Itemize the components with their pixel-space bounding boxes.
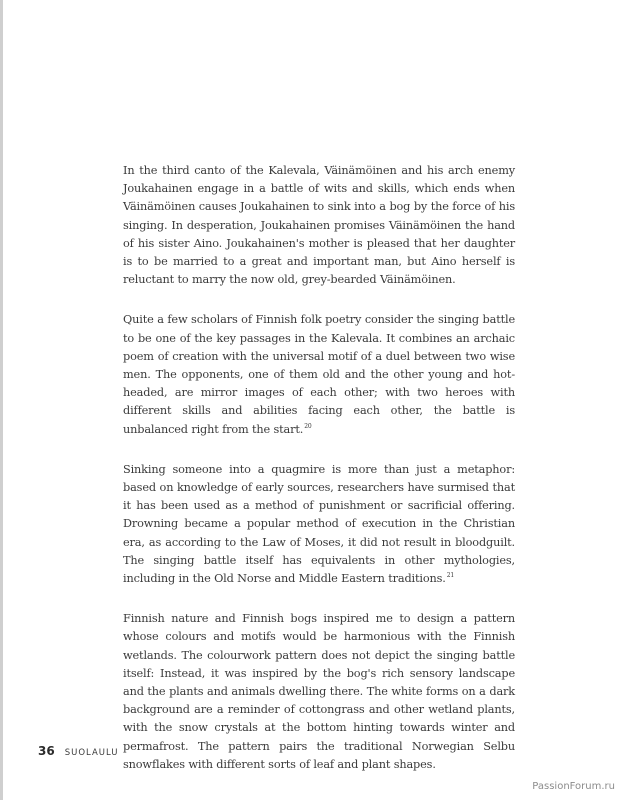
body-text <box>123 162 515 796</box>
footnote-ref-21: 21 <box>446 572 455 580</box>
footnote-ref-20: 20 <box>304 422 312 430</box>
running-head: SUOLAULU <box>64 748 119 758</box>
paragraph-4: Finnish nature and Finnish bogs inspired me to design a pattern whose colours and motifs would be harmonious with the Finnish wetlands. The colourwork pattern does not depict the singing battle itself: Instead, it was inspired by the bog's rich sensory landscape and the plants and animals dwelling there. The white forms on a dark background are a reminder of cottongrass and other wetland plants, with the snow crystals at the bottom hinting towards winter and permafrost. The pattern pairs the traditional Norwegian Selbu snowflakes with different sorts of leaf and plant shapes. <box>123 612 515 771</box>
page-edge <box>0 0 3 800</box>
watermark: PassionForum.ru <box>532 781 615 792</box>
paragraph-3: Sinking someone into a quagmire is more than just a metaphor: based on knowledge of early sources, researchers have surmised that it has been used as a method of punishment or sacrificial offering. Drowning became a popular method of execution in the Christian era, as according to the Law of Moses, it did not result in bloodguilt. The singing battle itself has equivalents in other mythologies, including in the Old Norse and Middle Eastern traditions.$^{21}$ <box>123 462 515 586</box>
paragraph-1: In the third canto of the Kalevala, Väinämöinen and his arch enemy Joukahainen engage in a battle of wits and skills, which ends when Väinämöinen causes Joukahainen to sink into a bog by the force of his singing. In desperation, Joukahainen promises Väinämöinen the hand of his sister Aino. Joukahainen's mother is pleased that her daughter is to be married to a great and important man, but Aino herself is reluctant to marry the now old, grey-bearded Väinämöinen. <box>123 164 515 287</box>
paragraph-2: Quite a few scholars of Finnish folk poetry consider the singing battle to be one of the key passages in the Kalevala. It combines an archaic poem of creation with the universal motif of a duel between two wise men. The opponents, one of them old and the other young and hot-headed, are mirror images of each other; with two heroes with different skills and abilities facing each other, the battle is unbalanced right from the start.$^{20}$ <box>123 313 515 436</box>
page-footer <box>38 744 119 758</box>
page-number: 36 <box>38 744 55 758</box>
